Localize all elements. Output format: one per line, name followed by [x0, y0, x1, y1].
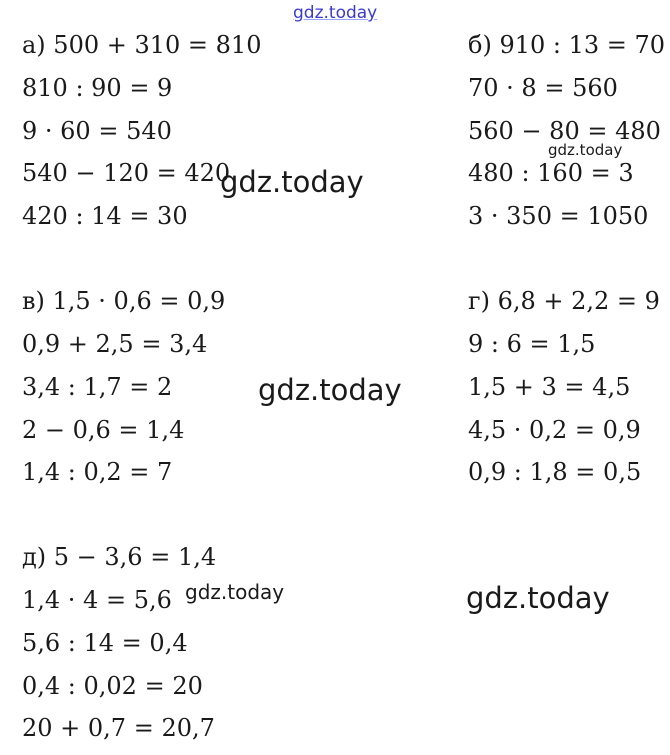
watermark-mid-left: gdz.today [220, 165, 364, 199]
equation-line: 810 : 90 = 9 [22, 74, 173, 102]
equation-line: 5,6 : 14 = 0,4 [22, 629, 188, 657]
equation-line: 3 · 350 = 1050 [468, 202, 649, 230]
equation-line: в) 1,5 · 0,6 = 0,9 [22, 287, 226, 315]
watermark-top: gdz.today [293, 3, 378, 23]
watermark-bottom-left: gdz.today [185, 580, 285, 604]
equation-line: 9 · 60 = 540 [22, 117, 172, 145]
equation-line: 0,9 : 1,8 = 0,5 [468, 458, 642, 486]
equation-line: а) 500 + 310 = 810 [22, 31, 262, 59]
equation-line: 70 · 8 = 560 [468, 74, 618, 102]
equation-line: г) 6,8 + 2,2 = 9 [468, 287, 660, 315]
equation-line: 1,4 : 0,2 = 7 [22, 458, 173, 486]
equation-line: 540 − 120 = 420 [22, 159, 231, 187]
equation-line: 0,4 : 0,02 = 20 [22, 672, 203, 700]
equation-line: 20 + 0,7 = 20,7 [22, 714, 215, 742]
watermark-bottom-right: gdz.today [466, 581, 610, 615]
equation-line: б) 910 : 13 = 70 [468, 31, 666, 59]
equation-line: 0,9 + 2,5 = 3,4 [22, 330, 208, 358]
equation-line: 3,4 : 1,7 = 2 [22, 373, 173, 401]
equation-line: 420 : 14 = 30 [22, 202, 188, 230]
equation-line: 2 − 0,6 = 1,4 [22, 416, 185, 444]
equation-line: 1,4 · 4 = 5,6 [22, 586, 172, 614]
equation-line: 480 : 160 = 3 [468, 159, 634, 187]
equation-line: 1,5 + 3 = 4,5 [468, 373, 631, 401]
equation-line: 9 : 6 = 1,5 [468, 330, 596, 358]
watermark-center: gdz.today [258, 373, 402, 407]
equation-line: д) 5 − 3,6 = 1,4 [22, 543, 217, 571]
equation-line: 4,5 · 0,2 = 0,9 [468, 416, 641, 444]
equation-line: 560 − 80 = 480 [468, 117, 661, 145]
watermark-mid-right: gdz.today [548, 141, 623, 159]
